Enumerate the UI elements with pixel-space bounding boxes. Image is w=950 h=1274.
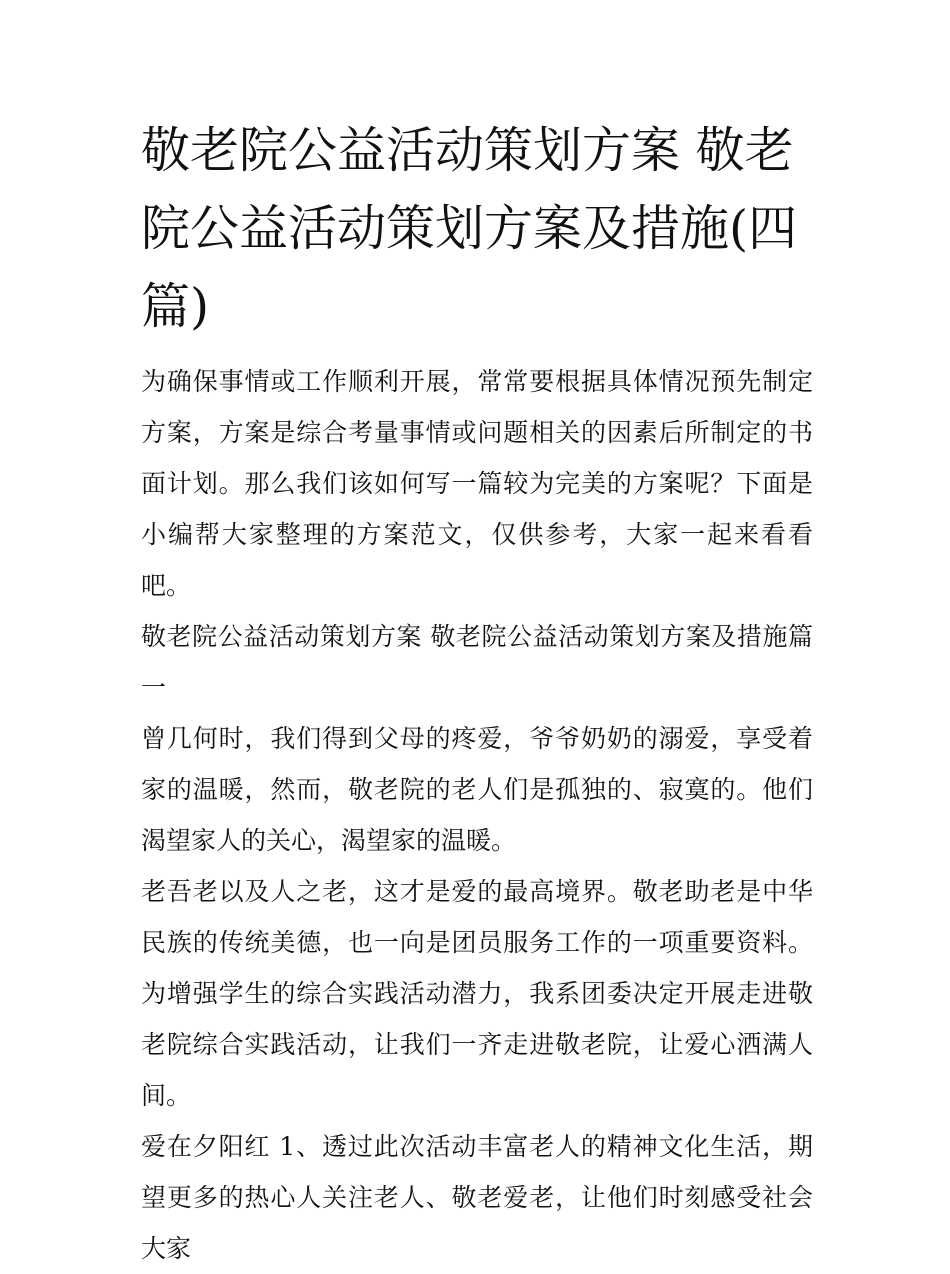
- document-body: [141, 356, 813, 1274]
- paragraph: 老吾老以及人之老，这才是爱的最高境界。敬老助老是中华民族的传统美德，也一向是团员服务工作的一项重要资料。为增强学生的综合实践活动潜力，我系团委决定开展走进敬老院综合实践活动，让我们一齐走进敬老院，让爱心洒满人间。: [141, 877, 813, 1110]
- paragraph-intro: 为确保事情或工作顺利开展，常常要根据具体情况预先制定方案，方案是综合考量事情或问题相关的因素后所制定的书面计划。那么我们该如何写一篇较为完美的方案呢？下面是小编帮大家整理的方案范文，仅供参考，大家一起来看看吧。: [141, 367, 813, 600]
- document-page: [141, 112, 813, 1274]
- paragraph: 曾几何时，我们得到父母的疼爱，爷爷奶奶的溺爱，享受着家的温暖，然而，敬老院的老人们是孤独的、寂寞的。他们渴望家人的关心，渴望家的温暖。: [141, 724, 813, 855]
- section-heading: 敬老院公益活动策划方案 敬老院公益活动策划方案及措施篇一: [141, 622, 813, 702]
- document-title: 敬老院公益活动策划方案 敬老院公益活动策划方案及措施(四篇): [141, 122, 798, 335]
- paragraph: 爱在夕阳红 1、透过此次活动丰富老人的精神文化生活，期望更多的热心人关注老人、敬老爱老，让他们时刻感受社会大家: [141, 1132, 813, 1263]
